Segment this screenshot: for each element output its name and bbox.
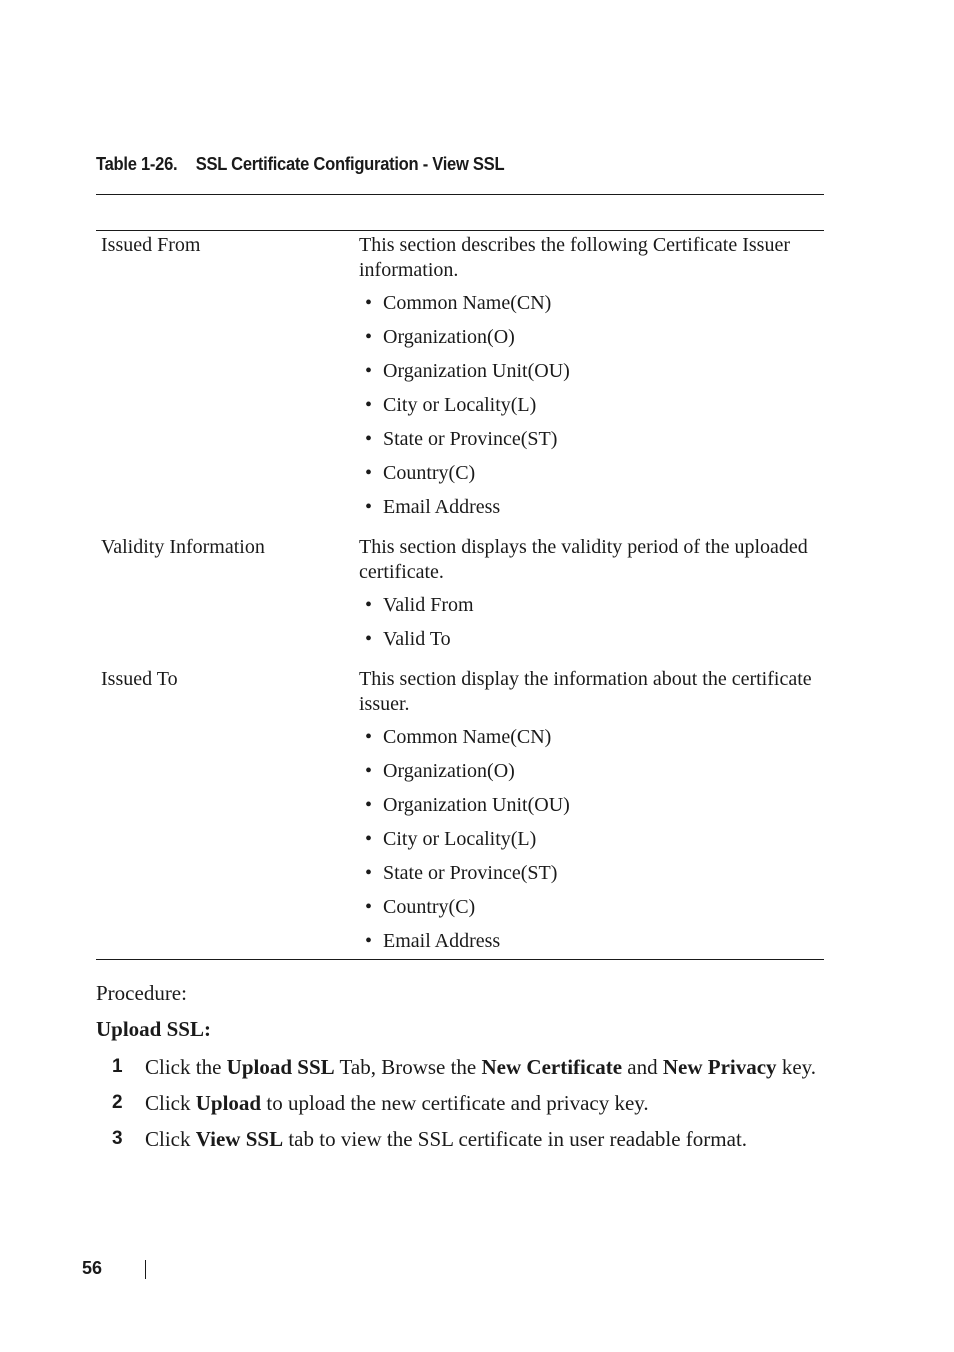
row-description-cell [359,664,824,963]
step-1: 1 Click the Upload SSL Tab, Browse the New Certificate and New Privacy key. [112,1055,817,1079]
row-description-cell [359,532,824,661]
list-item: • Organization Unit(OU) [365,794,570,816]
list-item: • Email Address [365,930,501,952]
table-title: SSL Certificate Configuration - View SSL [195,154,505,174]
page-number: 56 [82,1258,103,1278]
step-number: 1 [112,1056,123,1077]
row-field: Issued From [101,234,201,256]
list-item: • Country(C) [365,896,476,918]
ssl-table [96,230,824,963]
list-item: • City or Locality(L) [365,828,537,850]
row-field: Issued To [101,668,178,690]
footer-divider [145,1260,146,1279]
bullet-list [359,593,824,661]
table-bottom-rule [96,959,824,960]
row-description: This section describes the following Certificate Issuer information. [359,234,790,281]
table-row [96,532,824,661]
list-item: • Organization(O) [365,326,515,348]
bullet-list [359,291,824,529]
list-item: • Valid From [365,594,474,616]
table-row [96,664,824,963]
step-number: 2 [112,1092,123,1113]
table-row [96,230,824,529]
table-caption [96,154,504,175]
step-3: 3 Click View SSL tab to view the SSL certificate in user readable format. [112,1127,748,1151]
list-item: • Organization(O) [365,760,515,782]
row-description: This section display the information about the certificate issuer. [359,668,812,715]
table-top-rule [96,194,824,195]
list-item: • Country(C) [365,462,476,484]
upload-ssl-heading: Upload SSL: [96,1017,211,1041]
list-item: • State or Province(ST) [365,428,558,450]
list-item: • Common Name(CN) [365,726,552,748]
list-item: • Organization Unit(OU) [365,360,570,382]
step-number: 3 [112,1128,123,1149]
row-field: Validity Information [101,536,265,558]
procedure-label: Procedure: [96,981,187,1005]
list-item: • Email Address [365,496,501,518]
list-item: • Common Name(CN) [365,292,552,314]
step-2: 2 Click Upload to upload the new certificate and privacy key. [112,1091,649,1115]
procedure-steps [96,1053,826,1153]
row-description: This section displays the validity period of the uploaded certificate. [359,536,808,583]
row-description-cell [359,230,824,529]
list-item: • Valid To [365,628,451,650]
table-label: Table 1-26. [96,154,178,174]
list-item: • State or Province(ST) [365,862,558,884]
bullet-list [359,725,824,963]
list-item: • City or Locality(L) [365,394,537,416]
